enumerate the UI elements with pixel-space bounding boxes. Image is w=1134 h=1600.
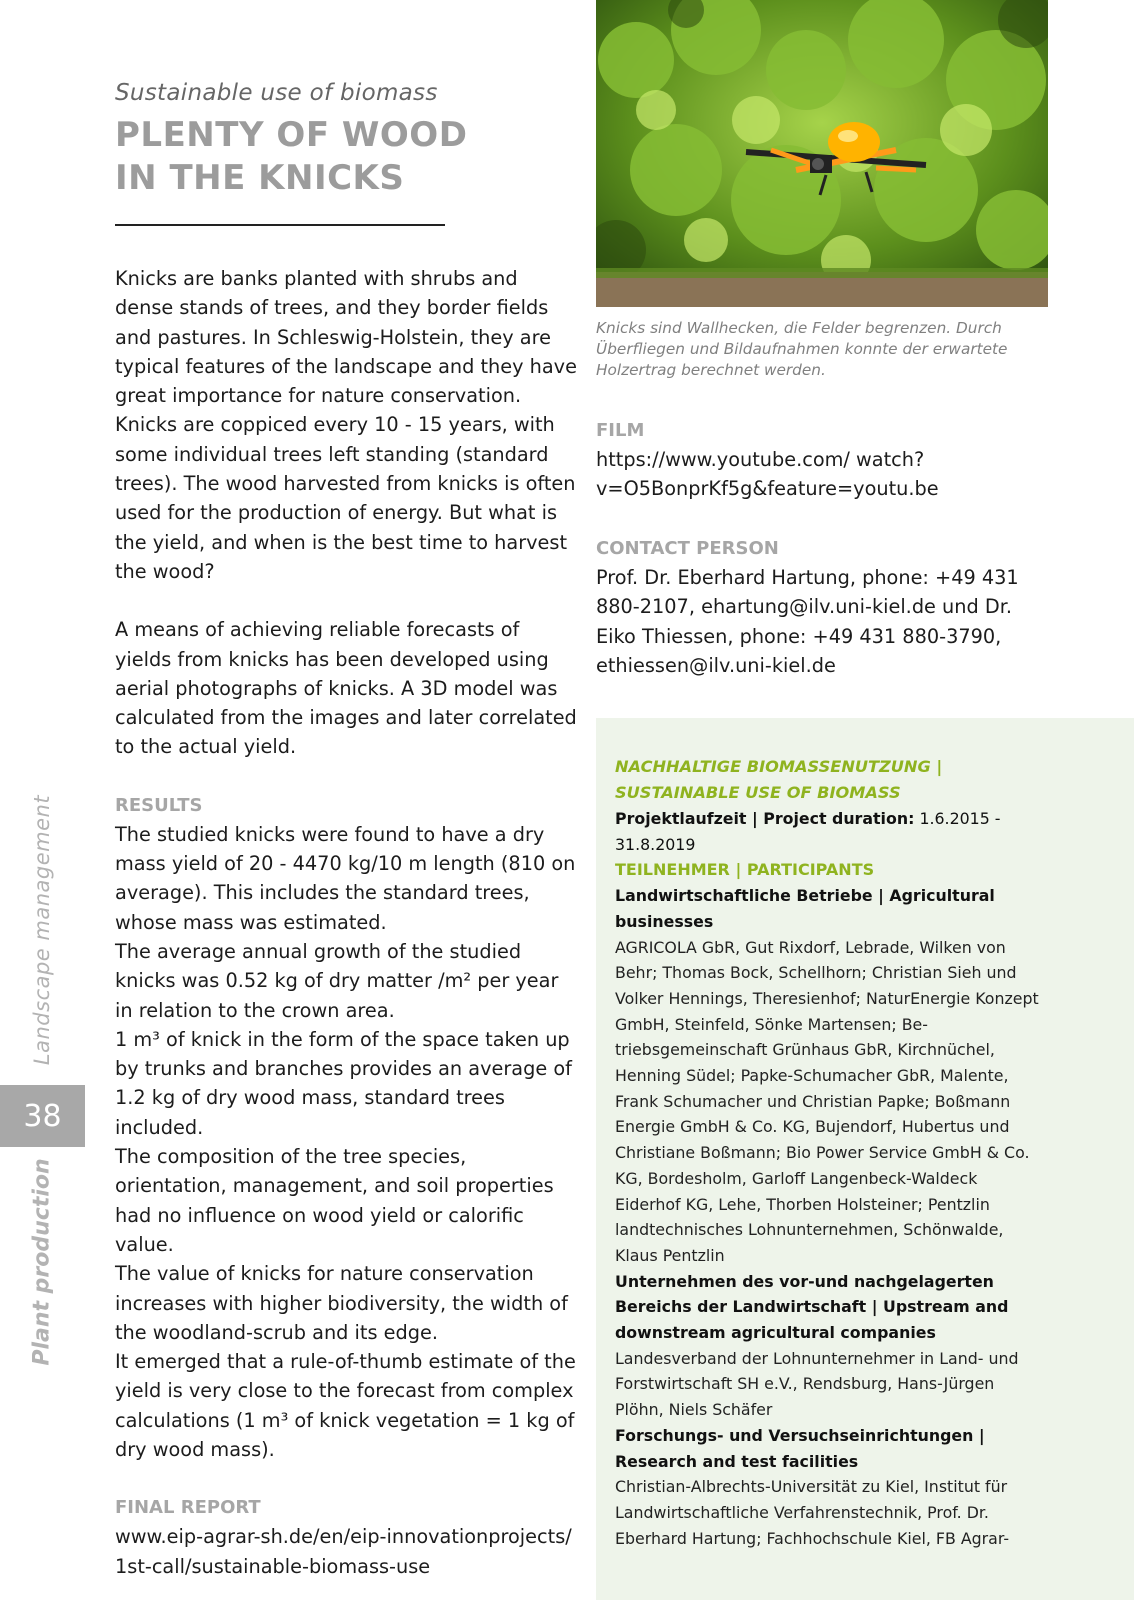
drone-over-hedge-image [596,0,1048,307]
final-report-heading: FINAL REPORT [115,1497,261,1519]
photo-caption: Knicks sind Wallhecken, die Felder begrenzen. Durch Überfliegen und Bildaufnahmen konnte der erwartete Holzertrag berechnet werden. [596,319,1008,379]
article-subtitle: Sustainable use of biomass [115,80,438,106]
project-info-box [596,718,1134,1600]
contact-heading: CONTACT PERSON [596,538,779,559]
film-link[interactable]: https://www.youtube.com/ watch?v=O5BonprKf5g&feature=youtu.be [596,448,939,501]
results-paragraph-2: The average annual growth of the studied knicks was 0.52 kg of dry matter /m² per year in relation to the crown area. [115,939,559,1022]
article-title [115,114,577,200]
title-line-2: IN THE KNICKS [115,158,405,198]
project-duration [615,806,1045,857]
title-line-1: PLENTY OF WOOD [115,115,468,155]
contact-text: Prof. Dr. Eberhard Hartung, phone: +49 431 880-2107, ehartung@ilv.uni-kiel.de und Dr. Eiko Thiessen, phone: +49 431 880-3790, ethiessen@ilv.uni-kiel.de [596,566,1019,677]
participant-group-2-text: Landesverband der Lohnunternehmer in Land- und Forstwirtschaft SH e.V., Rendsburg, Hans-Jürgen Plöhn, Niels Schäfer [615,1348,1019,1420]
duration-value: 1.6.2015 - 31.8.2019 [615,809,1001,854]
participants-heading: TEILNEHMER | PARTICIPANTS [615,860,875,880]
title-divider [115,224,445,226]
final-report-link[interactable]: www.eip-agrar-sh.de/en/eip-innovationprojects/ 1st-call/sustainable-biomass-use [115,1525,572,1578]
participant-group-1-text: AGRICOLA GbR, Gut Rixdorf, Lebrade, Wilken von Behr; Thomas Bock, Schellhorn; Christian Sieh und Volker Hennings, Theresienhof; NaturEnergie Konzept GmbH, Steinfeld, Sönke Martensen; Be-triebsgemeinschaft Grünhaus GbR, Kirchnüchel, Henning Südel; Papke-Schumacher GbR, Malente, Frank Schumacher und Christian Papke; Boßmann Energie GmbH & Co. KG, Bujendorf, Hubertus und Christiane Boßmann; Bio Power Service GmbH & Co. KG, Bordesholm, Garloff Langenbeck-Waldeck Eiderhof KG, Lehe, Thorben Holsteiner; Pentzlin landtechnisches Lohnunternehmen, Schönwalde, Klaus Pentzlin [615,937,1039,1265]
article-column [115,80,577,1581]
results-paragraph-3: 1 m³ of knick in the form of the space taken up by trunks and branches provides an average of 1.2 kg of dry wood mass, standard trees included. [115,1027,572,1139]
method-paragraph: A means of achieving reliable forecasts of yields from knicks has been developed using aerial photographs of knicks. A 3D model was calculated from the images and later correlated to the actual yield. [115,618,577,759]
results-paragraph-5: The value of knicks for nature conservation increases with higher biodiversity, the width of the woodland-scrub and its edge. [115,1262,568,1344]
participant-group-3-text: Christian-Albrechts-Universität zu Kiel, Institut für Landwirtschaftliche Verfahrenstechnik, Prof. Dr. Eberhard Hartung; Fachhochschule Kiel, FB Agrar- [615,1477,1010,1548]
results-heading: RESULTS [115,794,203,816]
participant-group-3-heading: Forschungs- und Versuchseinrichtungen | Research and test facilities [615,1425,985,1471]
category-label: Plant production [29,1158,55,1366]
duration-label: Projektlaufzeit | Project duration: [615,809,915,828]
results-paragraph-4: The composition of the tree species, orientation, management, and soil properties had no influence on wood yield or calorific value. [115,1145,554,1256]
contact-section [596,534,1056,680]
drone-photo [596,0,1048,307]
film-section [596,416,1056,504]
section-label: Landscape management [30,794,54,1066]
page-number: 38 [0,1085,85,1147]
results-paragraph-1: The studied knicks were found to have a dry mass yield of 20 - 4470 kg/10 m length (810 on average). This includes the standard trees, whose mass was estimated. [115,822,576,934]
film-heading: FILM [596,420,645,441]
project-title: NACHHALTIGE BIOMASSENUTZUNG | SUSTAINABLE USE OF BIOMASS [615,757,943,802]
intro-paragraph: Knicks are banks planted with shrubs and dense stands of trees, and they border fields and pastures. In Schleswig-Holstein, they are typical features of the landscape and they have great importance for nature conservation. Knicks are coppiced every 10 - 15 years, with some individual trees left standing (standard trees). The wood harvested from knicks is often used for the production of energy. But what is the yield, and when is the best time to harvest the wood? [115,267,577,583]
participant-group-2-heading: Unternehmen des vor-und nachgelagerten Bereichs der Landwirtschaft | Upstream and downstream agricultural companies [615,1271,1009,1343]
results-paragraph-6: It emerged that a rule-of-thumb estimate of the yield is very close to the forecast from complex calculations (1 m³ of knick vegetation = 1 kg of dry wood mass). [115,1350,576,1461]
participant-group-1-heading: Landwirtschaftliche Betriebe | Agricultural businesses [615,886,995,931]
